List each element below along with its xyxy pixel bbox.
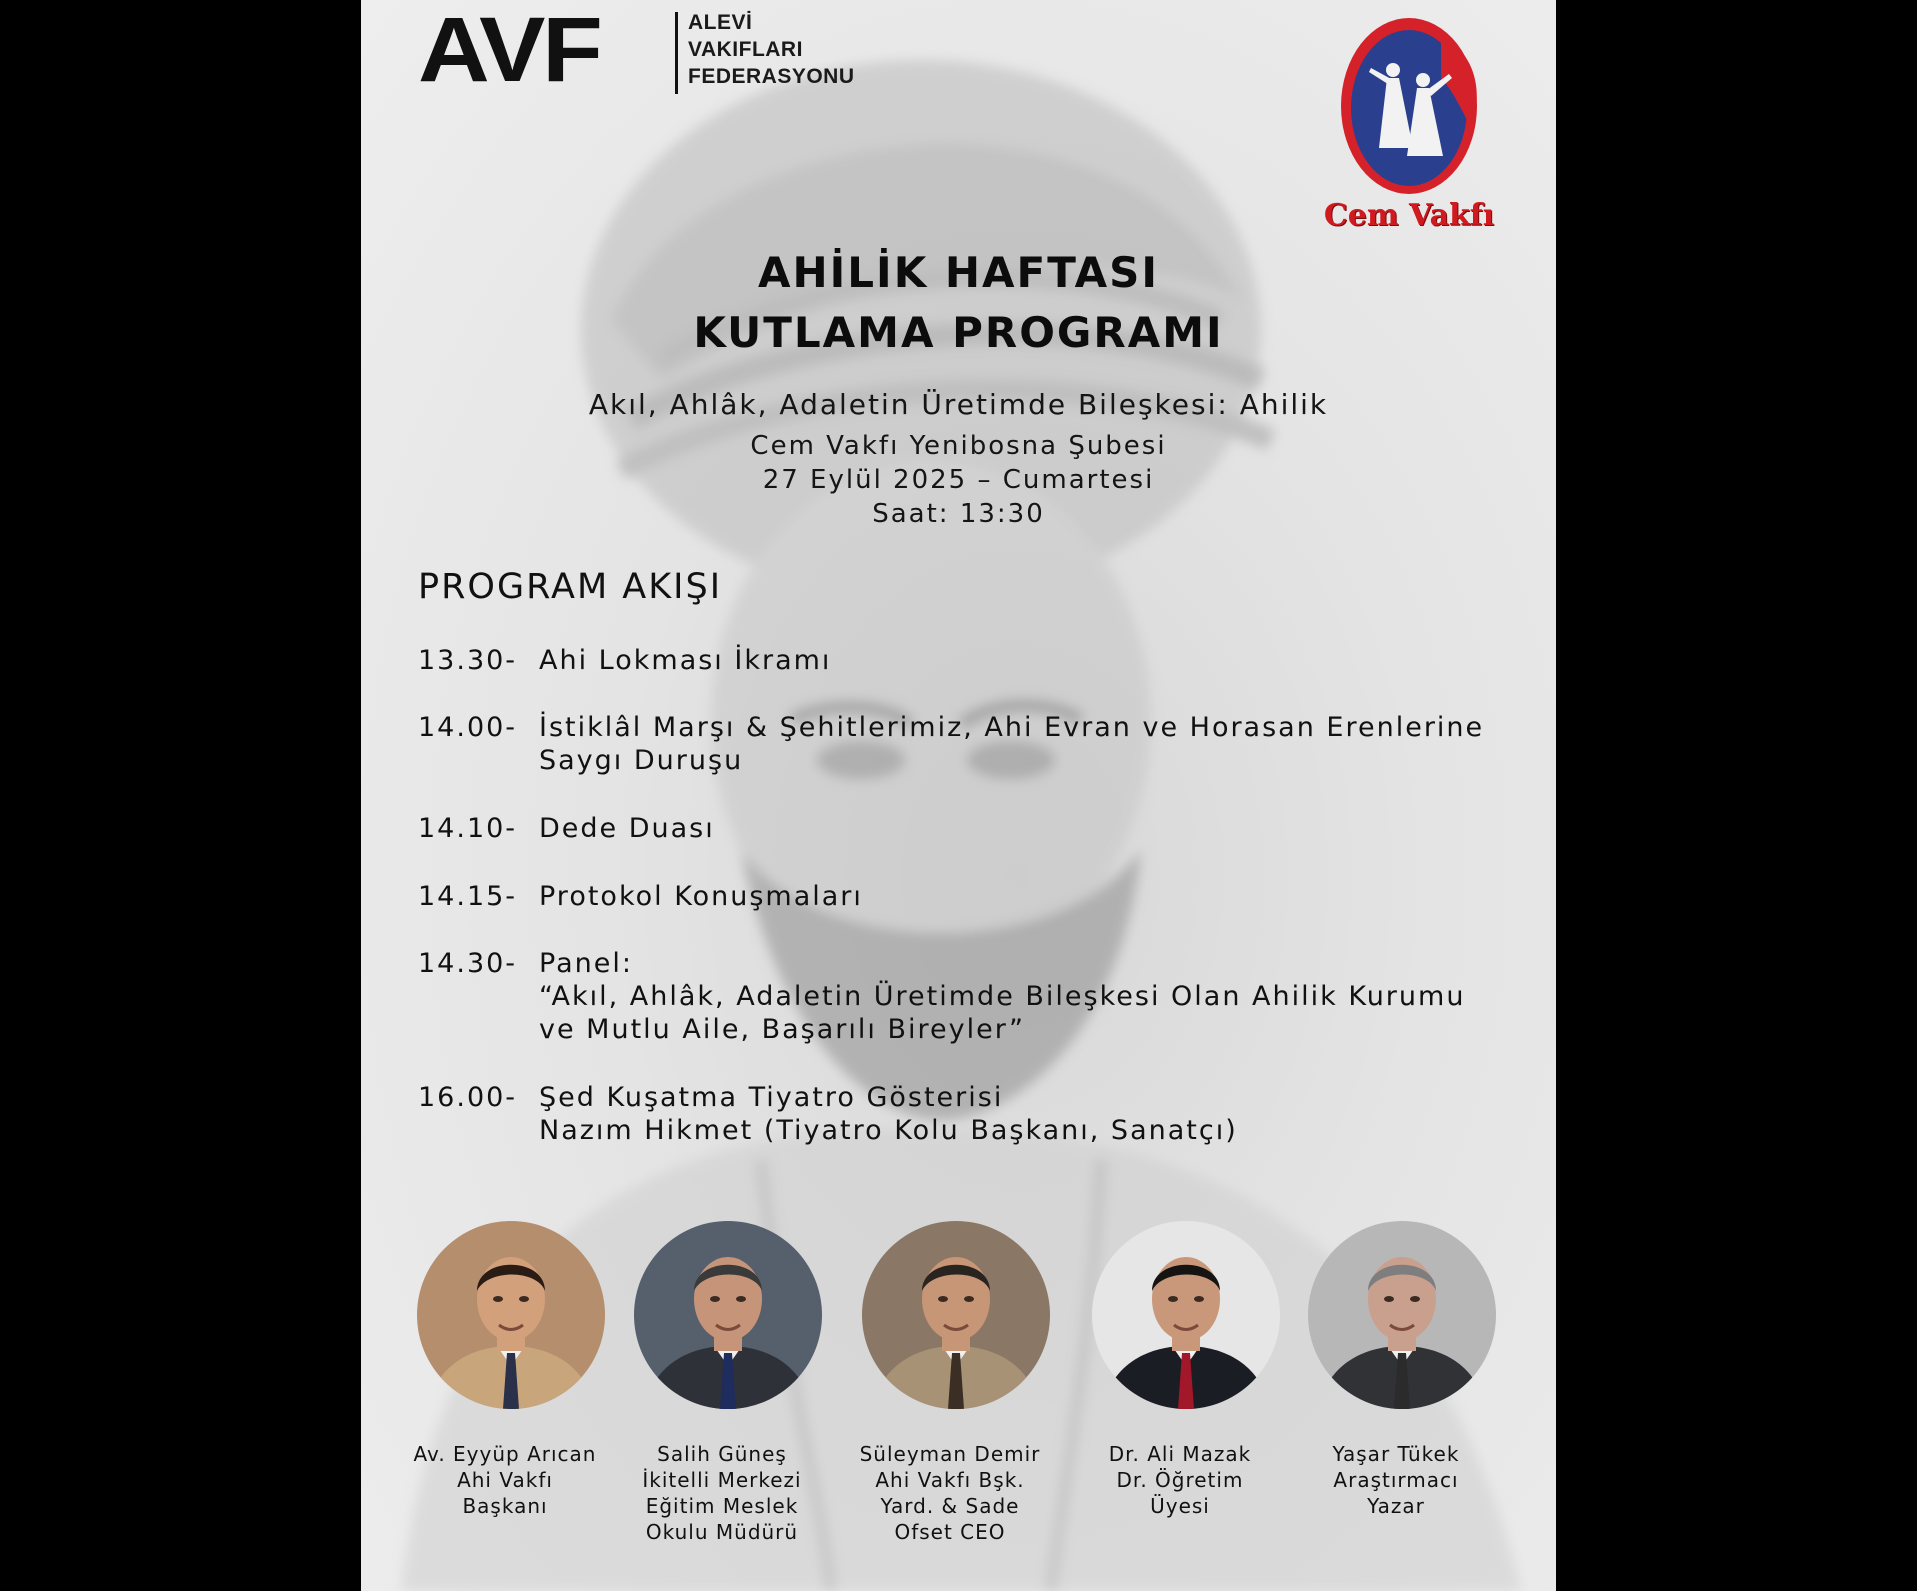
event-theme: Akıl, Ahlâk, Adaletin Üretimde Bileşkesi: Ahilik [588,388,1329,421]
speaker-photo [417,1221,605,1409]
event-poster [361,0,1556,1591]
program-item-line: İstiklâl Marşı & Şehitlerimiz, Ahi Evran ve Horasan Erenlerine [539,712,1485,743]
speaker-name: Av. Eyyüp Arıcan [413,1442,597,1466]
program-item-line: Nazım Hikmet (Tiyatro Kolu Başkanı, Sanatçı) [539,1115,1238,1146]
speaker-title-line: Eğitim Meslek [645,1494,799,1518]
program-item-description [539,947,1499,1046]
speaker-name: Salih Güneş [657,1442,787,1466]
program-item-description [539,711,1499,777]
speaker-caption [820,1441,1080,1545]
speaker-name: Dr. Ali Mazak [1108,1442,1252,1466]
program-item-description [539,880,1499,913]
speaker-title-line: Araştırmacı [1333,1468,1459,1492]
speaker-title-line: Ahi Vakfı [457,1468,553,1492]
speaker-photo [1092,1221,1280,1409]
program-item-line: Ahi Lokması İkramı [539,645,832,676]
speaker-name: Süleyman Demir [859,1442,1041,1466]
speaker-title-line: Yazar [1367,1494,1425,1518]
program-item-time: 14.15- [418,881,518,912]
speaker-name: Yaşar Tükek [1332,1442,1460,1466]
program-item-line: Şed Kuşatma Tiyatro Gösterisi [539,1082,1004,1113]
speaker-title-line: Ahi Vakfı Bşk. [875,1468,1025,1492]
speaker-title-line: Yard. & Sade [880,1494,1020,1518]
program-item-line: Saygı Duruşu [539,745,744,776]
program-item-line: “Akıl, Ahlâk, Adaletin Üretimde Bileşkesi Olan Ahilik Kurumu [539,981,1466,1012]
avf-logo-line: FEDERASYONU [688,65,855,88]
program-item-description [539,644,1499,677]
program-item-line: ve Mutlu Aile, Başarılı Bireyler” [539,1014,1025,1045]
event-time: Saat: 13:30 [872,499,1045,529]
program-item-time: 13.30- [418,645,518,676]
avf-logo-divider [675,12,678,94]
speaker-photo [634,1221,822,1409]
avf-logo-line: VAKIFLARI [688,38,803,61]
program-item-line: Dede Duası [539,813,715,844]
event-title-line1: AHİLİK HAFTASI [758,248,1159,297]
speaker-title-line: Okulu Müdürü [645,1520,799,1544]
program-item-description [539,812,1499,845]
speaker-title-line: Dr. Öğretim [1116,1468,1244,1492]
speaker-photo [862,1221,1050,1409]
speaker-caption [1266,1441,1526,1519]
avf-logo-mark: AVF [418,0,600,101]
program-item-time: 14.00- [418,712,518,743]
cem-vakfi-logo-text: Cem Vakfı [1323,198,1495,233]
program-item-time: 14.10- [418,813,518,844]
event-date: 27 Eylül 2025 – Cumartesi [762,465,1155,495]
program-item-time: 16.00- [418,1082,518,1113]
speaker-photo [1308,1221,1496,1409]
program-heading: PROGRAM AKIŞI [418,567,723,607]
program-item-description [539,1081,1499,1147]
program-item-line: Panel: [539,948,633,979]
speaker-title-line: İkitelli Merkezi [642,1468,802,1492]
event-venue: Cem Vakfı Yenibosna Şubesi [750,431,1167,461]
speaker-caption [592,1441,852,1545]
speaker-title-line: Ofset CEO [894,1520,1006,1544]
event-title-line2: KUTLAMA PROGRAMI [693,308,1224,357]
speaker-title-line: Başkanı [462,1494,548,1518]
speaker-title-line: Üyesi [1150,1494,1210,1518]
program-item-line: Protokol Konuşmaları [539,881,863,912]
program-item-time: 14.30- [418,948,518,979]
avf-logo-line: ALEVİ [688,11,753,34]
